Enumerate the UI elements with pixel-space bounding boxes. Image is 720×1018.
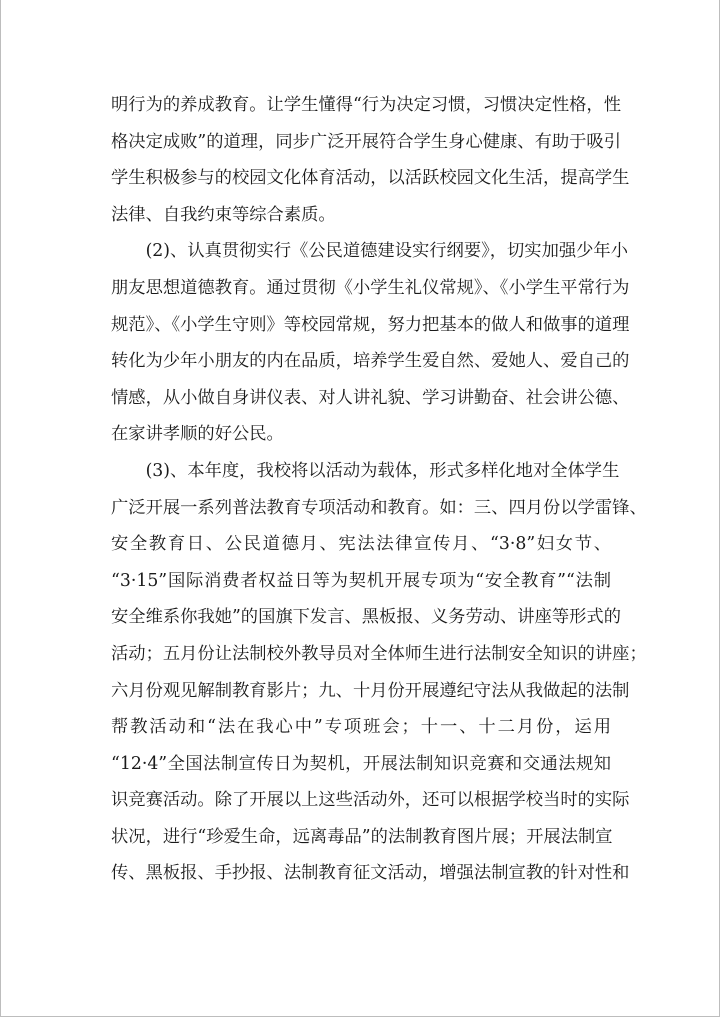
text-line: 规范》、《小学生守则》等校园常规，努力把基本的做人和做事的道理	[111, 314, 630, 335]
text-line: 六月份观见解制教育影片；九、十月份开展遵纪守法从我做起的法制	[111, 680, 630, 701]
text-line: 安全教育日、公民道德月、宪法法律宣传月、“3·8”妇女节、	[111, 534, 611, 555]
text-line: 活动；五月份让法制校外教导员对全体师生进行法制安全知识的讲座；	[111, 643, 647, 664]
text-line: “12·4”全国法制宣传日为契机，开展法制知识竞赛和交通法规知	[111, 753, 611, 774]
text-line: 在家讲孝顺的好公民。	[111, 424, 284, 445]
text-line: (2)、认真贯彻实行《公民道德建设实行纲要》，切实加强少年小	[111, 241, 628, 262]
text-line: 朋友思想道德教育。通过贯彻《小学生礼仪常规》、《小学生平常行为	[111, 277, 630, 298]
text-line: 情感，从小做自身讲仪表、对人讲礼貌、学习讲勤奋、社会讲公德、	[111, 387, 630, 408]
text-line: 格决定成败”的道理，同步广泛开展符合学生身心健康、有助于吸引	[111, 131, 621, 152]
text-line: 识竞赛活动。除了开展以上这些活动外，还可以根据学校当时的实际	[111, 790, 630, 811]
text-line: 学生积极参与的校园文化体育活动，以活跃校园文化生活，提高学生	[111, 168, 630, 189]
text-line: 帮教活动和“法在我心中”专项班会；十一、十二月份，运用	[111, 717, 611, 738]
text-line: “3·15”国际消费者权益日等为契机开展专项为“安全教育”“法制	[111, 570, 611, 591]
text-line: 安全维系你我她”的国旗下发言、黑板报、义务劳动、讲座等形式的	[111, 607, 621, 628]
document-body	[111, 87, 647, 892]
text-line: 转化为少年小朋友的内在品质，培养学生爱自然、爱她人、爱自己的	[111, 351, 630, 372]
paragraph-3	[111, 453, 647, 892]
text-line: 明行为的养成教育。让学生懂得“行为决定习惯，习惯决定性格，性	[111, 95, 621, 115]
text-line: 广泛开展一系列普法教育专项活动和教育。如：三、四月份以学雷锋、	[111, 497, 647, 518]
text-line: 状况，进行“珍爱生命，远离毒品”的法制教育图片展；开展法制宣	[111, 826, 613, 847]
text-line: 法律、自我约束等综合素质。	[111, 204, 336, 225]
text-line: 传、黑板报、手抄报、法制教育征文活动，增强法制宣教的针对性和	[111, 863, 630, 884]
paragraph-2	[111, 233, 630, 453]
text-line: (3)、本年度，我校将以活动为载体，形式多样化地对全体学生	[111, 460, 620, 481]
paragraph-1	[111, 87, 630, 233]
